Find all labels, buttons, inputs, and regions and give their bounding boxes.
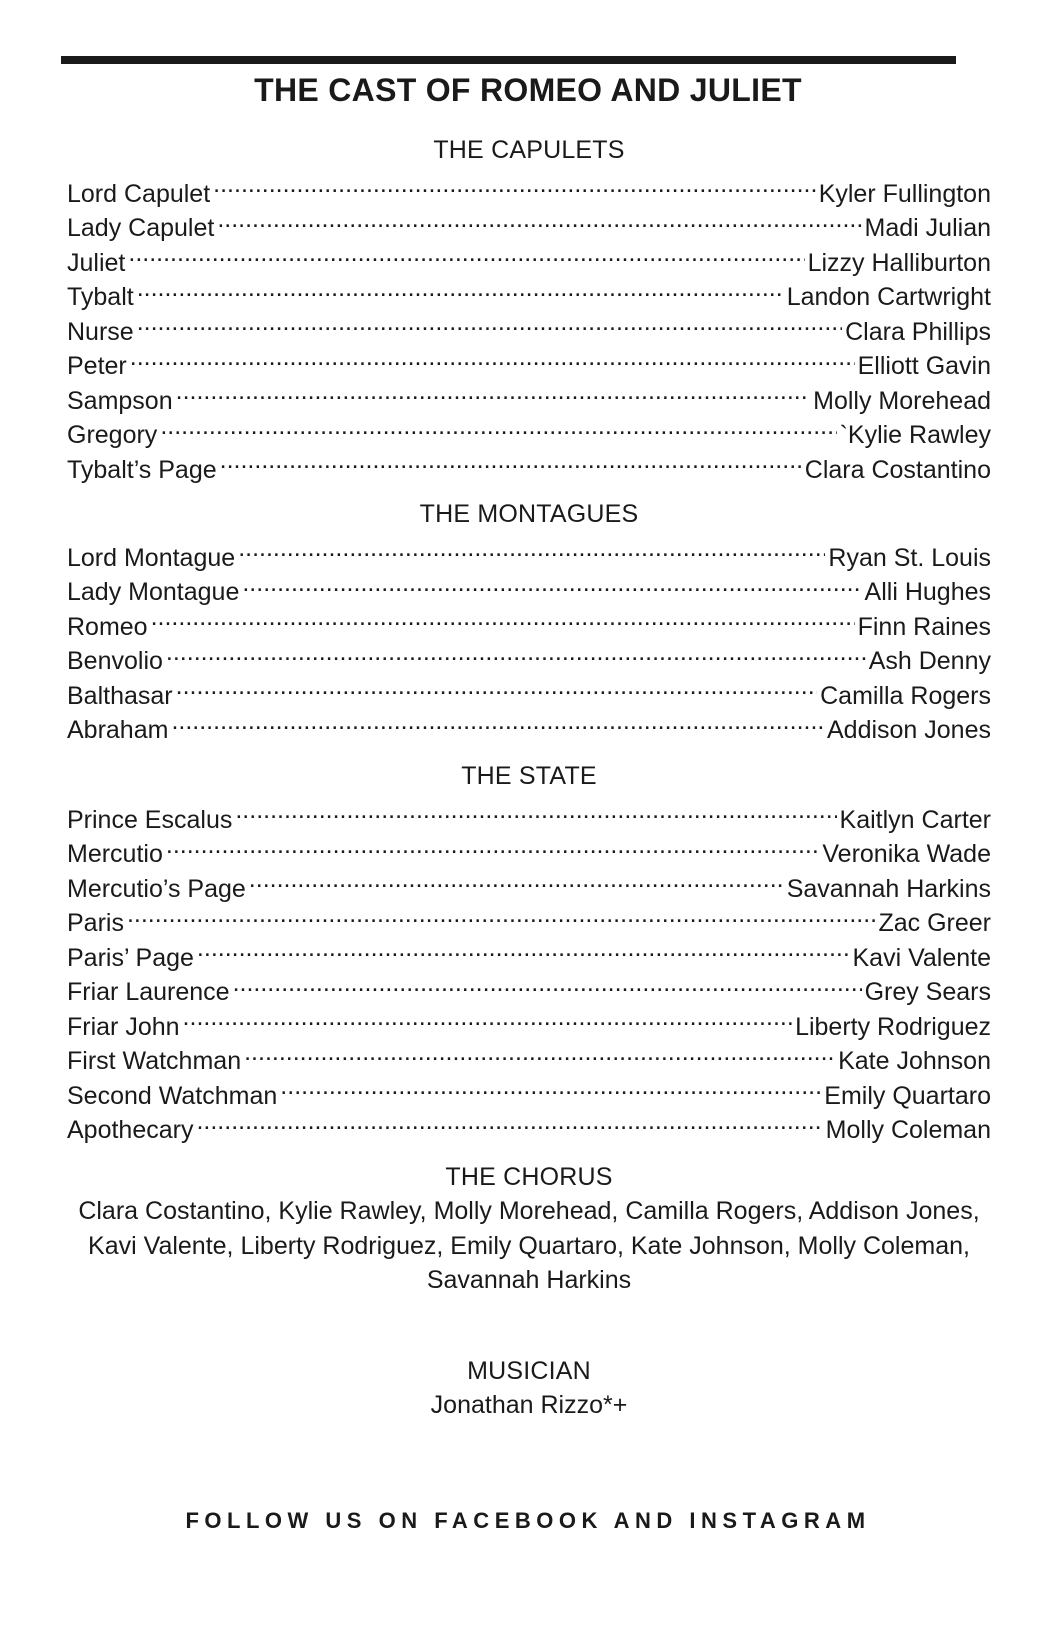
role-name: Lord Capulet (67, 179, 211, 208)
dot-leader (127, 897, 876, 932)
cast-row (67, 931, 991, 972)
cast-row (67, 669, 991, 710)
actor-name: Madi Julian (864, 214, 991, 242)
actor-name: Finn Raines (857, 612, 991, 641)
dot-leader (233, 966, 862, 1001)
state-section (67, 759, 991, 1144)
dot-leader (176, 374, 811, 409)
musician-heading: MUSICIAN (467, 1357, 591, 1385)
actor-name: Landon Cartwright (786, 283, 991, 311)
dot-leader (244, 1035, 835, 1070)
state-cast-list (67, 793, 991, 1144)
social-footer: FOLLOW US ON FACEBOOK AND INSTAGRAM (185, 1508, 871, 1533)
dot-leader (160, 409, 836, 444)
chorus-line: Savannah Harkins (426, 1266, 632, 1294)
role-name: Peter (67, 352, 127, 380)
dot-leader (151, 600, 855, 635)
dot-leader (183, 1000, 793, 1035)
role-name: Sampson (67, 386, 173, 415)
cast-row (67, 236, 991, 277)
role-name: Juliet (67, 248, 126, 277)
actor-name: Liberty Rodriguez (795, 1012, 991, 1041)
cast-row (67, 1000, 991, 1041)
dot-leader (280, 1069, 821, 1104)
role-name: Abraham (67, 716, 169, 744)
actor-name: Ash Denny (868, 647, 991, 675)
actor-name: Zac Greer (878, 909, 991, 937)
musician-name: Jonathan Rizzo*+ (430, 1391, 628, 1419)
role-name: Romeo (67, 612, 148, 641)
role-name: Friar Laurence (67, 978, 230, 1006)
dot-leader (217, 202, 861, 237)
role-name: Prince Escalus (67, 805, 233, 834)
actor-name: Molly Morehead (813, 386, 991, 415)
role-name: Tybalt (67, 283, 134, 311)
cast-row (67, 374, 991, 415)
dot-leader (171, 704, 824, 739)
role-name: Balthasar (67, 681, 173, 710)
actor-name: Molly Coleman (825, 1116, 991, 1144)
role-name: Lady Capulet (67, 214, 215, 242)
dot-leader (128, 236, 804, 271)
cast-row (67, 340, 991, 380)
cast-row (67, 531, 991, 572)
dot-leader (137, 305, 842, 340)
montagues-cast-list (67, 531, 991, 744)
dot-leader (137, 271, 784, 306)
actor-name: Clara Costantino (804, 455, 991, 484)
actor-name: Savannah Harkins (786, 874, 991, 903)
cast-row (67, 966, 991, 1006)
capulets-heading: THE CAPULETS (433, 136, 625, 164)
state-heading: THE STATE (461, 762, 597, 790)
actor-name: Camilla Rogers (820, 681, 991, 710)
role-name: Benvolio (67, 647, 163, 675)
role-name: Paris’ Page (67, 943, 194, 972)
capulets-cast-list (67, 167, 991, 484)
role-name: Mercutio’s Page (67, 874, 246, 903)
dot-leader (235, 793, 836, 828)
dot-leader (220, 443, 802, 478)
cast-row (67, 635, 991, 675)
role-name: Gregory (67, 421, 158, 449)
role-name: Paris (67, 909, 124, 937)
montagues-section (67, 497, 991, 744)
capulets-section (67, 133, 991, 484)
chorus-heading: THE CHORUS (445, 1163, 613, 1191)
actor-name: Ryan St. Louis (828, 543, 991, 572)
dot-leader (196, 1104, 822, 1139)
actor-name: Kate Johnson (838, 1047, 991, 1075)
actor-name: Elliott Gavin (857, 352, 991, 380)
cast-row (67, 167, 991, 208)
role-name: Lord Montague (67, 543, 236, 572)
actor-name: Kavi Valente (852, 943, 991, 972)
dot-leader (197, 931, 850, 966)
role-name: Nurse (67, 317, 134, 346)
role-name: Second Watchman (67, 1081, 278, 1110)
musician-section (67, 1354, 991, 1423)
actor-name: Alli Hughes (864, 578, 991, 606)
chorus-line: Kavi Valente, Liberty Rodriguez, Emily Quartaro, Kate Johnson, Molly Coleman, (88, 1231, 970, 1260)
actor-name: Addison Jones (826, 716, 991, 744)
actor-name: `Kylie Rawley (839, 421, 991, 449)
actor-name: Kyler Fullington (818, 179, 991, 208)
dot-leader (166, 828, 820, 863)
cast-row (67, 897, 991, 937)
dot-leader (238, 531, 825, 566)
dot-leader (213, 167, 816, 202)
cast-row (67, 600, 991, 641)
actor-name: Lizzy Halliburton (807, 248, 991, 277)
dot-leader (166, 635, 866, 670)
dot-leader (130, 340, 855, 375)
cast-row (67, 793, 991, 834)
dot-leader (249, 862, 784, 897)
role-name: Mercutio (67, 840, 163, 868)
actor-name: Emily Quartaro (824, 1081, 991, 1110)
actor-name: Veronika Wade (822, 840, 991, 868)
chorus-line: Clara Costantino, Kylie Rawley, Molly Morehead, Camilla Rogers, Addison Jones, (78, 1197, 980, 1225)
page-title: THE CAST OF ROMEO AND JULIET (254, 72, 802, 108)
actor-name: Clara Phillips (845, 317, 991, 346)
role-name: Apothecary (67, 1116, 194, 1144)
dot-leader (242, 566, 861, 601)
dot-leader (176, 669, 817, 704)
actor-name: Grey Sears (864, 978, 991, 1006)
montagues-heading: THE MONTAGUES (419, 500, 639, 528)
top-rule (61, 56, 956, 64)
role-name: First Watchman (67, 1047, 242, 1075)
actor-name: Kaitlyn Carter (839, 805, 991, 834)
role-name: Lady Montague (67, 578, 240, 606)
chorus-section (67, 1160, 991, 1298)
role-name: Tybalt’s Page (67, 455, 217, 484)
role-name: Friar John (67, 1012, 180, 1041)
